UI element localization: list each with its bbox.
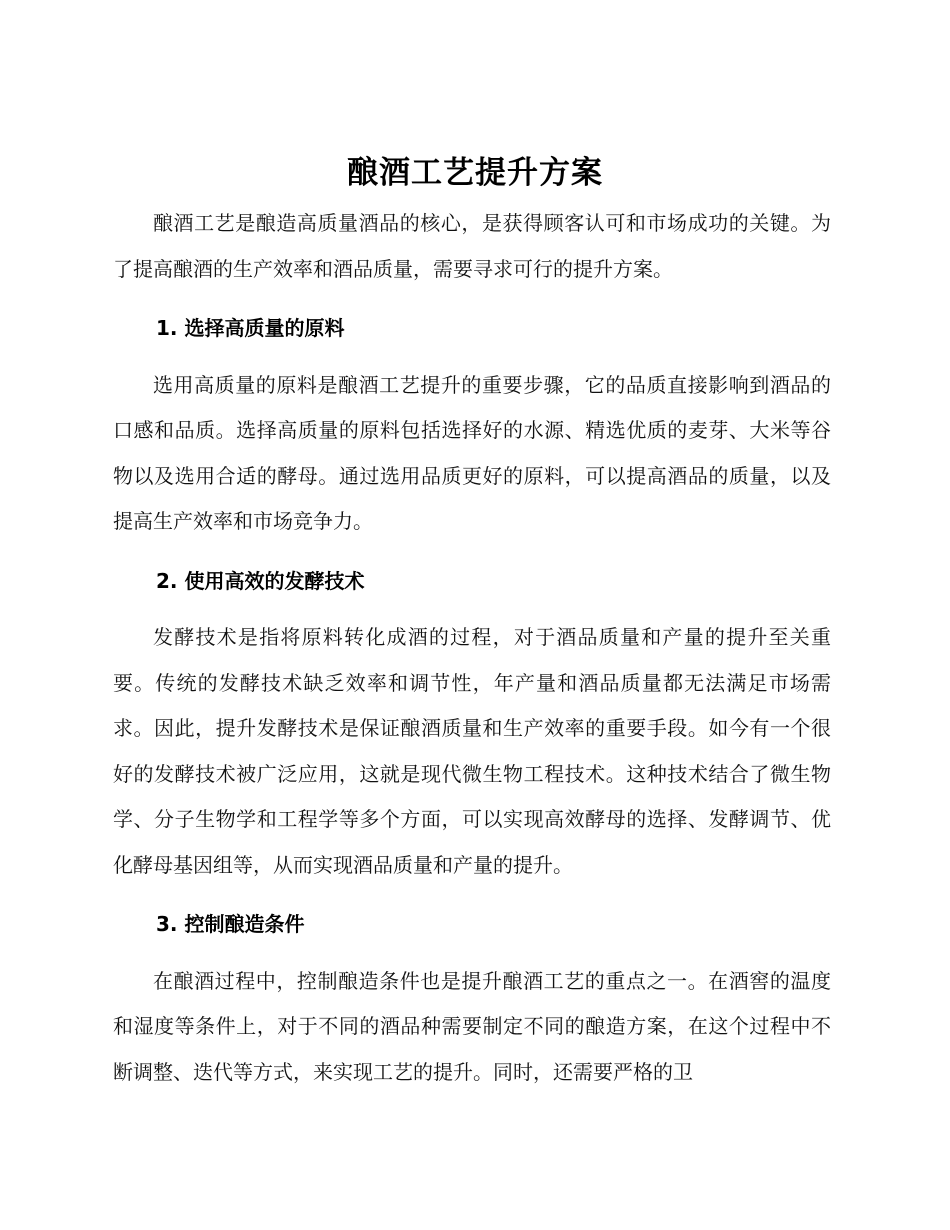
section-paragraph-2: 发酵技术是指将原料转化成酒的过程，对于酒品质量和产量的提升至关重要。传统的发酵技术缺乏效率和调节性，年产量和酒品质量都无法满足市场需求。因此，提升发酵技术是保证酿酒质量和生产效率的重要手段。如今有一个很好的发酵技术被广泛应用，这就是现代微生物工程技术。这种技术结合了微生物学、分子生物学和工程学等多个方面，可以实现高效酵母的选择、发酵调节、优化酵母基因组等，从而实现酒品质量和产量的提升。 bbox=[113, 625, 831, 877]
intro-paragraph: 酿酒工艺是酿造高质量酒品的核心，是获得顾客认可和市场成功的关键。为了提高酿酒的生产效率和酒品质量，需要寻求可行的提升方案。 bbox=[113, 211, 831, 281]
document-body bbox=[113, 201, 831, 1095]
document-title: 酿酒工艺提升方案 bbox=[347, 155, 603, 191]
section-heading-3: 3. 控制酿造条件 bbox=[156, 912, 305, 936]
section-paragraph-3: 在酿酒过程中，控制酿造条件也是提升酿酒工艺的重点之一。在酒窖的温度和湿度等条件上，对于不同的酒品种需要制定不同的酿造方案，在这个过程中不断调整、迭代等方式，来实现工艺的提升。同时，还需要严格的卫 bbox=[113, 968, 831, 1084]
section-heading-1: 1. 选择高质量的原料 bbox=[156, 316, 345, 340]
section-paragraph-1: 选用高质量的原料是酿酒工艺提升的重要步骤，它的品质直接影响到酒品的口感和品质。选择高质量的原料包括选择好的水源、精选优质的麦芽、大米等谷物以及选用合适的酵母。通过选用品质更好的原料，可以提高酒品的质量，以及提高生产效率和市场竞争力。 bbox=[113, 372, 831, 533]
section-heading-2: 2. 使用高效的发酵技术 bbox=[156, 568, 365, 593]
